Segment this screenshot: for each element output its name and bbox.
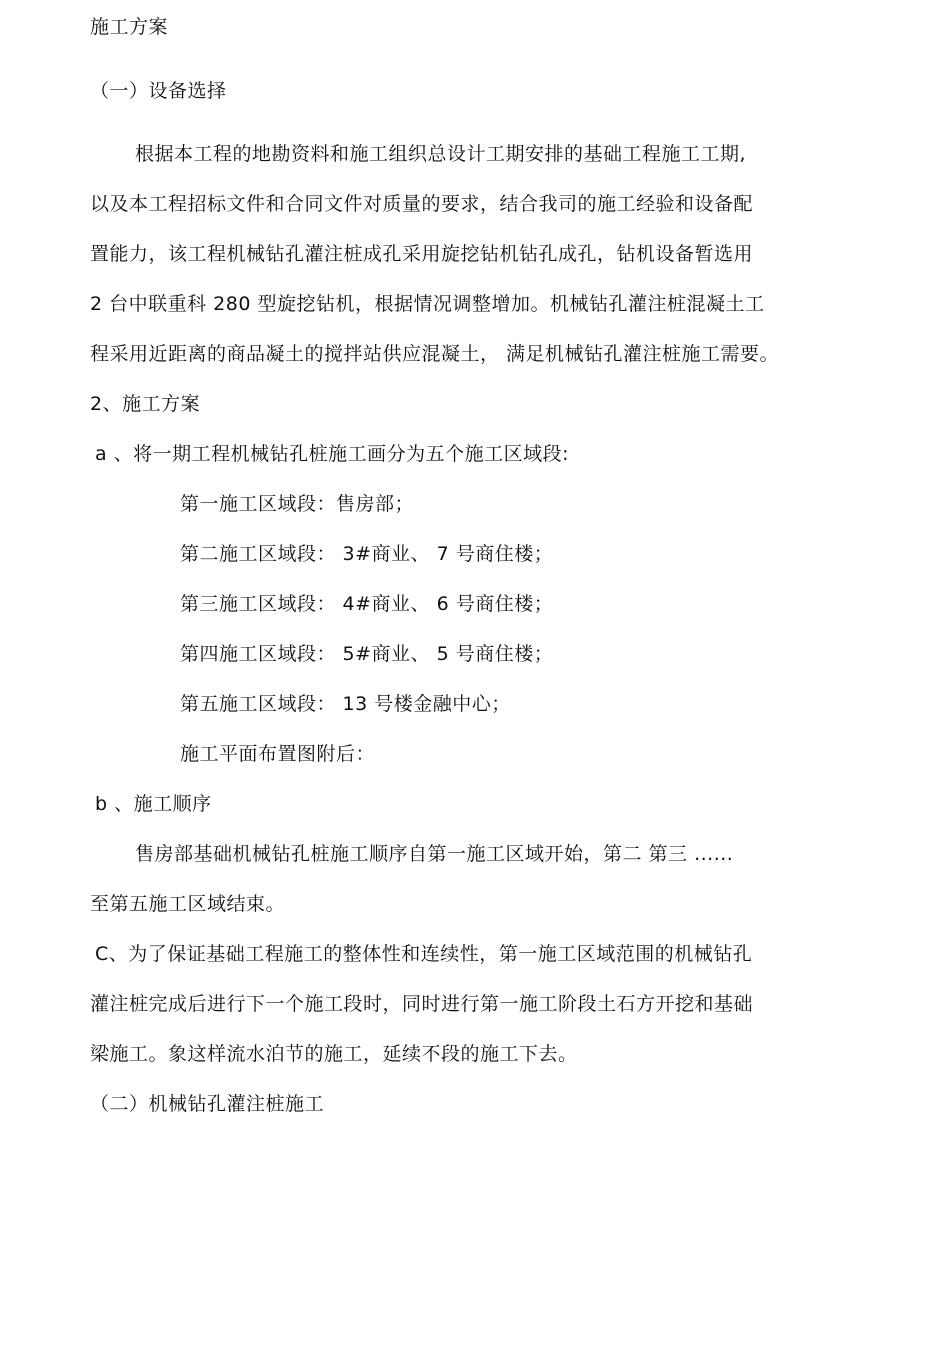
zone-list-item: 第五施工区域段： 13 号楼金融中心；	[180, 693, 511, 715]
item-a-heading: a 、将一期工程机械钻孔桩施工画分为五个施工区域段:	[95, 443, 570, 465]
zone-list-item: 第三施工区域段： 4#商业、 6 号商住楼；	[180, 593, 554, 615]
paragraph-line: 以及本工程招标文件和合同文件对质量的要求，结合我司的施工经验和设备配	[90, 193, 754, 215]
paragraph-line: 灌注桩完成后进行下一个施工段时，同时进行第一施工阶段土石方开挖和基础	[90, 993, 754, 1015]
section-heading-equipment: （一）设备选择	[90, 80, 227, 102]
section-heading-plan: 2、施工方案	[90, 393, 201, 415]
zone-list-item: 第一施工区域段：售房部；	[180, 493, 415, 515]
zone-list-item: 施工平面布置图附后：	[180, 743, 376, 765]
paragraph-line: 梁施工。象这样流水泊节的施工，延续不段的施工下去。	[90, 1043, 578, 1065]
paragraph-line: 根据本工程的地勘资料和施工组织总设计工期安排的基础工程施工工期,	[135, 143, 747, 165]
paragraph-line: C、为了保证基础工程施工的整体性和连续性，第一施工区域范围的机械钻孔	[95, 943, 753, 965]
paragraph-line: 程采用近距离的商品凝土的搅拌站供应混凝土， 满足机械钻孔灌注桩施工需要。	[90, 343, 780, 365]
paragraph-line: 售房部基础机械钻孔桩施工顺序自第一施工区域开始，第二 第三 ......	[135, 843, 734, 865]
section-heading-drilling: （二）机械钻孔灌注桩施工	[90, 1093, 325, 1115]
paragraph-line: 置能力，该工程机械钻孔灌注桩成孔采用旋挖钻机钻孔成孔，钻机设备暂选用	[90, 243, 754, 265]
paragraph-line: 至第五施工区域结束。	[90, 893, 286, 915]
paragraph-line: 2 台中联重科 280 型旋挖钻机，根据情况调整增加。机械钻孔灌注桩混凝土工	[90, 293, 765, 315]
zone-list-item: 第二施工区域段： 3#商业、 7 号商住楼；	[180, 543, 554, 565]
zone-list-item: 第四施工区域段： 5#商业、 5 号商住楼；	[180, 643, 554, 665]
item-b-heading: b 、施工顺序	[95, 793, 212, 815]
document-title: 施工方案	[90, 16, 169, 38]
